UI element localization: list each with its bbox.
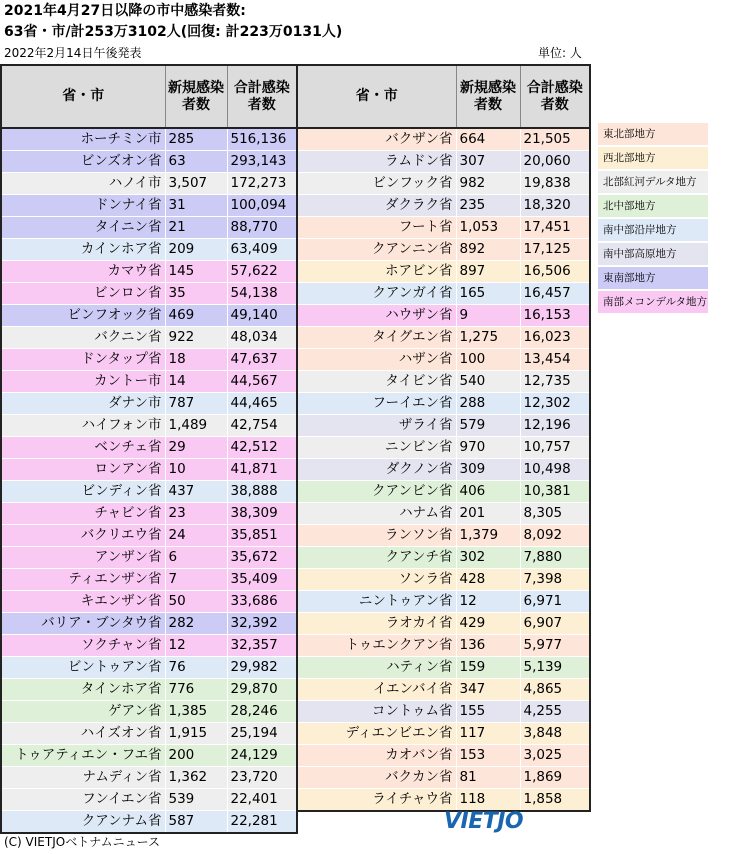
new-cases: 18	[165, 349, 227, 371]
province-name: ロンアン省	[1, 459, 165, 481]
province-name: クアンニン省	[297, 239, 456, 261]
table-row	[297, 371, 590, 393]
table-row	[297, 481, 590, 503]
table-row	[297, 327, 590, 349]
new-cases: 288	[456, 393, 520, 415]
new-cases: 24	[165, 525, 227, 547]
province-name: ビントゥアン省	[1, 657, 165, 679]
table-row	[1, 217, 297, 239]
table-row	[297, 635, 590, 657]
table-row	[297, 679, 590, 701]
province-name: ザライ省	[297, 415, 456, 437]
total-cases: 16,023	[520, 327, 590, 349]
new-cases: 285	[165, 128, 227, 151]
table-row	[1, 503, 297, 525]
total-cases: 48,034	[227, 327, 297, 349]
new-cases: 776	[165, 679, 227, 701]
total-cases: 5,977	[520, 635, 590, 657]
total-cases: 4,865	[520, 679, 590, 701]
province-name: ハウザン省	[297, 305, 456, 327]
new-cases: 1,362	[165, 767, 227, 789]
new-cases: 29	[165, 437, 227, 459]
province-name: トゥアティエン・フエ省	[1, 745, 165, 767]
total-cases: 20,060	[520, 151, 590, 173]
total-cases: 38,309	[227, 503, 297, 525]
province-name: ディエンビエン省	[297, 723, 456, 745]
new-cases: 165	[456, 283, 520, 305]
total-cases: 35,672	[227, 547, 297, 569]
province-name: カオバン省	[297, 745, 456, 767]
new-cases: 1,915	[165, 723, 227, 745]
legend-item-scc: 南中部沿岸地方	[598, 219, 708, 241]
total-cases: 8,305	[520, 503, 590, 525]
total-cases: 47,637	[227, 349, 297, 371]
total-cases: 7,398	[520, 569, 590, 591]
province-name: ランソン省	[297, 525, 456, 547]
new-cases: 406	[456, 481, 520, 503]
province-name: ビンズオン省	[1, 151, 165, 173]
new-cases: 14	[165, 371, 227, 393]
table-row	[297, 151, 590, 173]
new-cases: 437	[165, 481, 227, 503]
province-name: チャビン省	[1, 503, 165, 525]
header-total-cases-label: 合計感染者数	[233, 79, 290, 113]
header-total-cases	[227, 65, 297, 128]
table-row	[1, 613, 297, 635]
total-cases: 22,281	[227, 811, 297, 834]
table-row	[297, 393, 590, 415]
total-cases: 88,770	[227, 217, 297, 239]
province-name: フンイエン省	[1, 789, 165, 811]
table-row	[297, 613, 590, 635]
total-cases: 16,457	[520, 283, 590, 305]
legend-item-nc: 北中部地方	[598, 195, 708, 217]
total-cases: 44,465	[227, 393, 297, 415]
new-cases: 201	[456, 503, 520, 525]
province-name: ニンビン省	[297, 437, 456, 459]
total-cases: 35,851	[227, 525, 297, 547]
province-name: タイビン省	[297, 371, 456, 393]
total-cases: 13,454	[520, 349, 590, 371]
province-name: ソクチャン省	[1, 635, 165, 657]
total-cases: 172,273	[227, 173, 297, 195]
new-cases: 10	[165, 459, 227, 481]
province-name: タイグエン省	[297, 327, 456, 349]
province-name: クアンナム省	[1, 811, 165, 834]
total-cases: 5,139	[520, 657, 590, 679]
total-cases: 10,381	[520, 481, 590, 503]
province-name: ビンフオック省	[1, 305, 165, 327]
province-name: ハナム省	[297, 503, 456, 525]
table-row	[1, 305, 297, 327]
total-cases: 12,735	[520, 371, 590, 393]
header-province: 省・市	[1, 65, 165, 128]
total-cases: 24,129	[227, 745, 297, 767]
province-name: キエンザン省	[1, 591, 165, 613]
new-cases: 282	[165, 613, 227, 635]
total-cases: 63,409	[227, 239, 297, 261]
total-cases: 16,506	[520, 261, 590, 283]
vietjo-logo: VIETJO	[444, 809, 524, 834]
source-credit: (C) VIETJOベトナムニュース	[4, 835, 161, 849]
province-name: ティエンザン省	[1, 569, 165, 591]
new-cases: 539	[165, 789, 227, 811]
table-row	[1, 173, 297, 195]
new-cases: 100	[456, 349, 520, 371]
province-name: ハイズオン省	[1, 723, 165, 745]
table-row	[1, 415, 297, 437]
table-row	[297, 239, 590, 261]
total-cases: 49,140	[227, 305, 297, 327]
header-new-cases	[165, 65, 227, 128]
total-cases: 12,196	[520, 415, 590, 437]
new-cases: 9	[456, 305, 520, 327]
province-name: ホアビン省	[297, 261, 456, 283]
new-cases: 428	[456, 569, 520, 591]
new-cases: 76	[165, 657, 227, 679]
table-row	[1, 151, 297, 173]
total-cases: 22,401	[227, 789, 297, 811]
new-cases: 302	[456, 547, 520, 569]
province-name: クアンビン省	[297, 481, 456, 503]
table-row	[1, 393, 297, 415]
new-cases: 347	[456, 679, 520, 701]
total-cases: 10,498	[520, 459, 590, 481]
table-row	[1, 547, 297, 569]
province-name: ニントゥアン省	[297, 591, 456, 613]
new-cases: 145	[165, 261, 227, 283]
new-cases: 892	[456, 239, 520, 261]
total-cases: 3,848	[520, 723, 590, 745]
total-cases: 25,194	[227, 723, 297, 745]
table-row	[297, 569, 590, 591]
province-name: ライチャウ省	[297, 789, 456, 812]
new-cases: 429	[456, 613, 520, 635]
table-row	[1, 679, 297, 701]
new-cases: 153	[456, 745, 520, 767]
total-cases: 8,092	[520, 525, 590, 547]
total-cases: 293,143	[227, 151, 297, 173]
new-cases: 21	[165, 217, 227, 239]
new-cases: 35	[165, 283, 227, 305]
total-cases: 17,125	[520, 239, 590, 261]
header-new-cases	[456, 65, 520, 128]
new-cases: 155	[456, 701, 520, 723]
total-cases: 12,302	[520, 393, 590, 415]
table-row	[1, 723, 297, 745]
province-name: カインホア省	[1, 239, 165, 261]
table-row	[297, 217, 590, 239]
legend-item-w: 西北部地方	[598, 147, 708, 169]
new-cases: 1,275	[456, 327, 520, 349]
table-row	[297, 173, 590, 195]
province-name: イエンバイ省	[297, 679, 456, 701]
new-cases: 579	[456, 415, 520, 437]
total-cases: 100,094	[227, 195, 297, 217]
province-name: ハティン省	[297, 657, 456, 679]
table-row	[1, 789, 297, 811]
new-cases: 1,489	[165, 415, 227, 437]
left-table-body	[1, 128, 297, 833]
total-cases: 42,754	[227, 415, 297, 437]
new-cases: 1,379	[456, 525, 520, 547]
total-cases: 41,871	[227, 459, 297, 481]
province-name: ドンタップ省	[1, 349, 165, 371]
total-cases: 29,870	[227, 679, 297, 701]
new-cases: 307	[456, 151, 520, 173]
province-name: ビンロン省	[1, 283, 165, 305]
new-cases: 469	[165, 305, 227, 327]
province-name: フーイエン省	[297, 393, 456, 415]
total-cases: 21,505	[520, 128, 590, 151]
new-cases: 63	[165, 151, 227, 173]
header-province: 省・市	[297, 65, 456, 128]
province-name: ゲアン省	[1, 701, 165, 723]
total-cases: 38,888	[227, 481, 297, 503]
table-row	[1, 657, 297, 679]
table-row	[297, 437, 590, 459]
province-name: ビンディン省	[1, 481, 165, 503]
table-row	[1, 261, 297, 283]
table-row	[1, 745, 297, 767]
province-name: ダナン市	[1, 393, 165, 415]
header-total-cases	[520, 65, 590, 128]
province-name: バクニン省	[1, 327, 165, 349]
total-cases: 44,567	[227, 371, 297, 393]
table-row	[1, 525, 297, 547]
total-cases: 17,451	[520, 217, 590, 239]
total-cases: 23,720	[227, 767, 297, 789]
province-name: ホーチミン市	[1, 128, 165, 151]
legend-item-ch: 南中部高原地方	[598, 243, 708, 265]
table-row	[1, 371, 297, 393]
table-row	[1, 569, 297, 591]
table-row	[1, 701, 297, 723]
new-cases: 982	[456, 173, 520, 195]
total-cases: 6,907	[520, 613, 590, 635]
province-name: バクザン省	[297, 128, 456, 151]
province-name: カマウ省	[1, 261, 165, 283]
new-cases: 23	[165, 503, 227, 525]
province-name: タインホア省	[1, 679, 165, 701]
total-cases: 28,246	[227, 701, 297, 723]
total-cases: 19,838	[520, 173, 590, 195]
province-name: バクリエウ省	[1, 525, 165, 547]
province-name: ラムドン省	[297, 151, 456, 173]
legend-item-se: 東南部地方	[598, 267, 708, 289]
table-row	[1, 481, 297, 503]
province-name: ダクノン省	[297, 459, 456, 481]
announcement-date: 2022年2月14日午後発表	[4, 46, 142, 60]
new-cases: 897	[456, 261, 520, 283]
table-row	[297, 701, 590, 723]
total-cases: 18,320	[520, 195, 590, 217]
total-cases: 516,136	[227, 128, 297, 151]
header-new-cases-label: 新規感染者数	[168, 79, 224, 113]
unit-note: 単位: 人	[538, 46, 582, 60]
province-name: ソンラ省	[297, 569, 456, 591]
new-cases: 209	[165, 239, 227, 261]
new-cases: 922	[165, 327, 227, 349]
total-cases: 7,880	[520, 547, 590, 569]
right-table-body	[297, 128, 590, 811]
table-row	[1, 349, 297, 371]
province-name: ハイフォン市	[1, 415, 165, 437]
province-name: ハザン省	[297, 349, 456, 371]
table-row	[297, 745, 590, 767]
title-line-1: 2021年4月27日以降の市中感染者数:	[4, 3, 246, 19]
total-cases: 16,153	[520, 305, 590, 327]
table-row	[1, 591, 297, 613]
new-cases: 12	[456, 591, 520, 613]
province-name: フート省	[297, 217, 456, 239]
total-cases: 4,255	[520, 701, 590, 723]
header-total-cases-label: 合計感染者数	[526, 79, 583, 113]
total-cases: 54,138	[227, 283, 297, 305]
table-row	[297, 723, 590, 745]
new-cases: 81	[456, 767, 520, 789]
total-cases: 35,409	[227, 569, 297, 591]
province-name: カントー市	[1, 371, 165, 393]
table-row	[1, 811, 297, 834]
new-cases: 6	[165, 547, 227, 569]
table-row	[297, 767, 590, 789]
province-name: クアンガイ省	[297, 283, 456, 305]
total-cases: 3,025	[520, 745, 590, 767]
table-row	[297, 283, 590, 305]
table-row	[297, 305, 590, 327]
new-cases: 117	[456, 723, 520, 745]
total-cases: 29,982	[227, 657, 297, 679]
province-name: クアンチ省	[297, 547, 456, 569]
header-new-cases-label: 新規感染者数	[460, 79, 516, 113]
new-cases: 7	[165, 569, 227, 591]
total-cases: 32,357	[227, 635, 297, 657]
new-cases: 587	[165, 811, 227, 834]
table-row	[1, 283, 297, 305]
legend-item-nw: 東北部地方	[598, 123, 708, 145]
total-cases: 1,869	[520, 767, 590, 789]
table-row	[297, 459, 590, 481]
new-cases: 235	[456, 195, 520, 217]
province-name: ラオカイ省	[297, 613, 456, 635]
title-line-2: 63省・市/計253万3102人(回復: 計223万0131人)	[4, 24, 343, 40]
province-name: ナムディン省	[1, 767, 165, 789]
new-cases: 3,507	[165, 173, 227, 195]
new-cases: 159	[456, 657, 520, 679]
cases-table-right	[296, 64, 591, 812]
new-cases: 970	[456, 437, 520, 459]
table-row	[1, 459, 297, 481]
new-cases: 200	[165, 745, 227, 767]
table-row	[297, 547, 590, 569]
total-cases: 1,858	[520, 789, 590, 812]
new-cases: 136	[456, 635, 520, 657]
table-row	[297, 128, 590, 151]
new-cases: 50	[165, 591, 227, 613]
province-name: ハノイ市	[1, 173, 165, 195]
new-cases: 1,053	[456, 217, 520, 239]
new-cases: 118	[456, 789, 520, 812]
table-row	[1, 437, 297, 459]
total-cases: 42,512	[227, 437, 297, 459]
new-cases: 1,385	[165, 701, 227, 723]
new-cases: 31	[165, 195, 227, 217]
cases-table-left	[0, 64, 298, 834]
province-name: アンザン省	[1, 547, 165, 569]
new-cases: 309	[456, 459, 520, 481]
province-name: ビンフック省	[297, 173, 456, 195]
new-cases: 12	[165, 635, 227, 657]
table-row	[1, 327, 297, 349]
table-row	[297, 789, 590, 812]
table-row	[1, 635, 297, 657]
total-cases: 10,757	[520, 437, 590, 459]
table-row	[297, 657, 590, 679]
table-row	[297, 591, 590, 613]
table-row	[1, 767, 297, 789]
new-cases: 787	[165, 393, 227, 415]
total-cases: 6,971	[520, 591, 590, 613]
province-name: コントゥム省	[297, 701, 456, 723]
province-name: トゥエンクアン省	[297, 635, 456, 657]
table-row	[297, 503, 590, 525]
legend-item-md: 南部メコンデルタ地方	[598, 291, 708, 313]
total-cases: 32,392	[227, 613, 297, 635]
region-legend	[598, 123, 708, 315]
province-name: バリア・ブンタウ省	[1, 613, 165, 635]
total-cases: 57,622	[227, 261, 297, 283]
new-cases: 664	[456, 128, 520, 151]
table-row	[1, 195, 297, 217]
table-row	[297, 261, 590, 283]
table-row	[297, 195, 590, 217]
table-row	[297, 349, 590, 371]
total-cases: 33,686	[227, 591, 297, 613]
table-row	[297, 415, 590, 437]
province-name: ダクラク省	[297, 195, 456, 217]
table-row	[1, 128, 297, 151]
new-cases: 540	[456, 371, 520, 393]
province-name: バクカン省	[297, 767, 456, 789]
province-name: ベンチェ省	[1, 437, 165, 459]
province-name: ドンナイ省	[1, 195, 165, 217]
table-row	[297, 525, 590, 547]
table-row	[1, 239, 297, 261]
legend-item-rr: 北部紅河デルタ地方	[598, 171, 708, 193]
province-name: タイニン省	[1, 217, 165, 239]
